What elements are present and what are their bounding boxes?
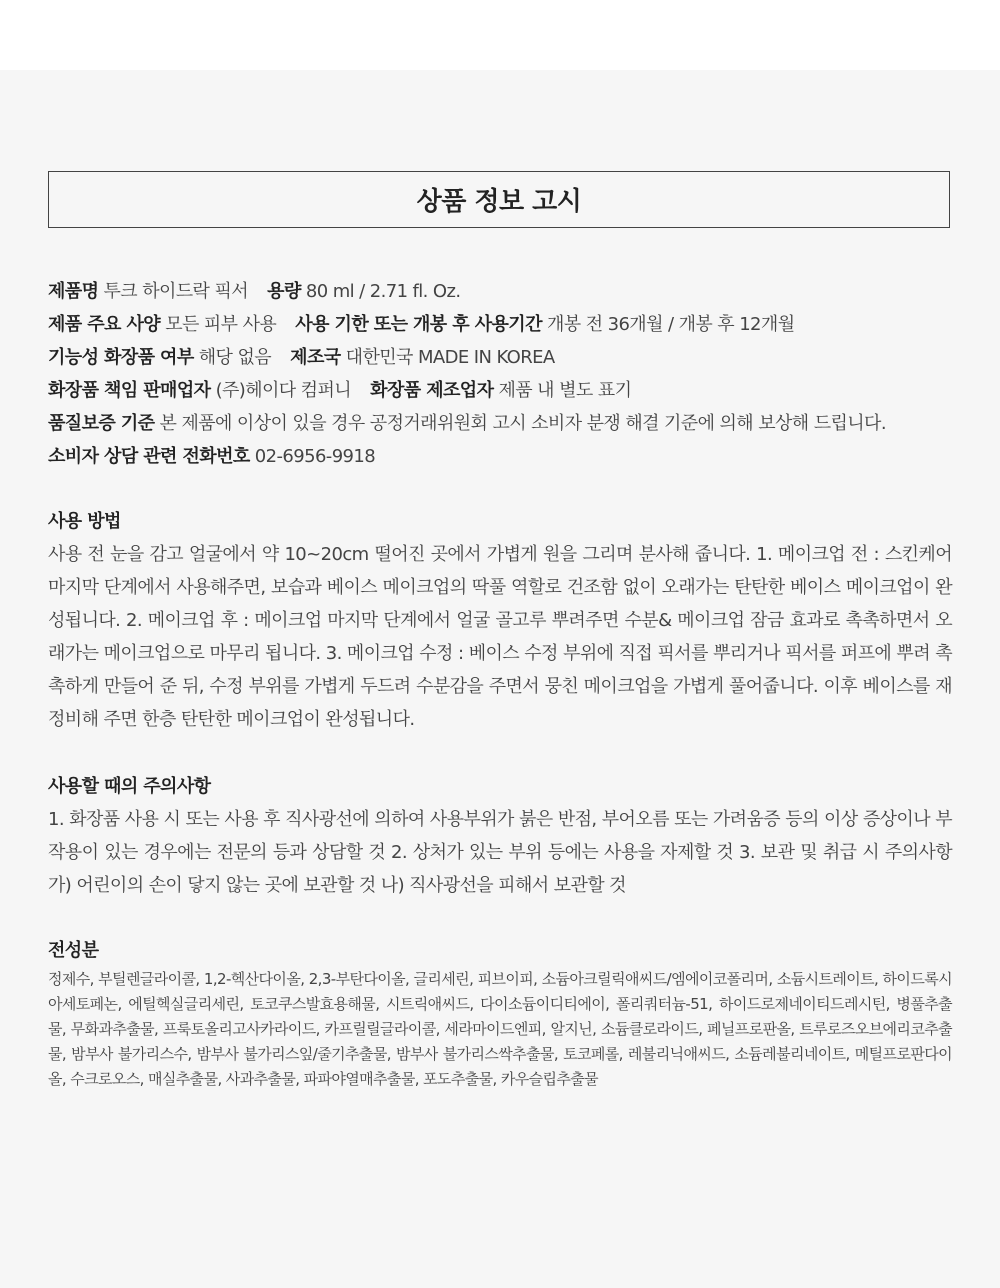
info-line-6 — [48, 440, 952, 473]
product-name-label: 제품명 — [48, 281, 99, 302]
info-line-3 — [48, 341, 952, 374]
expiry-value: 개봉 전 36개월 / 개봉 후 12개월 — [547, 314, 795, 335]
seller-label: 화장품 책임 판매업자 — [48, 380, 211, 401]
info-line-4 — [48, 374, 952, 407]
ingredients-text: 정제수, 부틸렌글라이콜, 1,2-헥산다이올, 2,3-부탄다이올, 글리세린, 피브이피, 소듐아크릴릭애씨드/엠에이코폴리머, 소듐시트레이트, 하이드록시아세토페논, 에틸헥실글리세린, 토코쿠스발효용해물, 시트릭애씨드, 다이소듐이디티에이, 폴리쿼터늄-51, 하이드로제네이티드레시틴, 병풀추출물, 무화과추출물, 프룩토올리고사카라이드, 카프릴릴글라이콜, 세라마이드엔피, 알지닌, 소듐클로라이드, 페닐프로판올, 트루로즈오브에리코추출물, 밤부사 불가리스수, 밤부사 불가리스잎/줄기추출물, 밤부사 불가리스싹추출물, 토코페롤, 레불리닉애씨드, 소듐레불리네이트, 메틸프로판다이올, 수크로오스, 매실추출물, 사과추출물, 파파야열매추출물, 포도추출물, 카우슬립추출물 — [48, 970, 952, 1088]
product-info-table — [48, 275, 952, 473]
info-line-2 — [48, 308, 952, 341]
functional-value: 해당 없음 — [198, 347, 272, 368]
functional-label: 기능성 화장품 여부 — [48, 347, 194, 368]
origin-value: 대한민국 MADE IN KOREA — [345, 347, 555, 368]
product-name-value: 투크 하이드락 픽서 — [103, 281, 249, 302]
ingredients-section — [48, 934, 952, 1092]
volume-label: 용량 — [267, 281, 301, 302]
caution-heading: 사용할 때의 주의사항 — [48, 776, 211, 797]
info-line-1 — [48, 275, 952, 308]
caution-text: 1. 화장품 사용 시 또는 사용 후 직사광선에 의하여 사용부위가 붉은 반점, 부어오름 또는 가려움증 등의 이상 증상이나 부작용이 있는 경우에는 전문의 등과 상담할 것 2. 상처가 있는 부위 등에는 사용을 자제할 것 3. 보관 및 취급 시 주의사항 가) 어린이의 손이 닿지 않는 곳에 보관할 것 나) 직사광선을 피해서 보관할 것 — [48, 809, 952, 896]
usage-heading: 사용 방법 — [48, 511, 121, 532]
spec-value: 모든 피부 사용 — [165, 314, 277, 335]
phone-label: 소비자 상담 관련 전화번호 — [48, 446, 250, 467]
expiry-label: 사용 기한 또는 개봉 후 사용기간 — [295, 314, 542, 335]
spec-label: 제품 주요 사양 — [48, 314, 161, 335]
ingredients-heading: 전성분 — [48, 940, 99, 961]
seller-value: (주)헤이다 컴퍼니 — [215, 380, 352, 401]
origin-label: 제조국 — [290, 347, 341, 368]
volume-value: 80 ml / 2.71 fl. Oz. — [305, 281, 461, 302]
maker-label: 화장품 제조업자 — [370, 380, 494, 401]
maker-value: 제품 내 별도 표기 — [498, 380, 632, 401]
info-line-5 — [48, 407, 952, 440]
warranty-label: 품질보증 기준 — [48, 413, 155, 434]
usage-section — [48, 505, 952, 736]
page-title: 상품 정보 고시 — [416, 187, 582, 217]
warranty-value: 본 제품에 이상이 있을 경우 공정거래위원회 고시 소비자 분쟁 해결 기준에 의해 보상해 드립니다. — [159, 413, 886, 434]
product-info-notice — [0, 70, 1000, 1288]
top-bar — [0, 0, 1000, 70]
phone-value: 02-6956-9918 — [254, 446, 376, 467]
caution-section — [48, 770, 952, 902]
title-box — [48, 171, 950, 228]
usage-text: 사용 전 눈을 감고 얼굴에서 약 10~20cm 떨어진 곳에서 가볍게 원을 그리며 분사해 줍니다. 1. 메이크업 전 : 스킨케어 마지막 단계에서 사용해주면, 보습과 베이스 메이크업의 딱풀 역할로 건조함 없이 오래가는 탄탄한 베이스 메이크업이 완성됩니다. 2. 메이크업 후 : 메이크업 마지막 단계에서 얼굴 골고루 뿌려주면 수분& 메이크업 잠금 효과로 촉촉하면서 오래가는 메이크업으로 마무리 됩니다. 3. 메이크업 수정 : 베이스 수정 부위에 직접 픽서를 뿌리거나 픽서를 퍼프에 뿌려 촉촉하게 만들어 준 뒤, 수정 부위를 가볍게 두드려 수분감을 주면서 뭉친 메이크업을 가볍게 풀어줍니다. 이후 베이스를 재정비해 주면 한층 탄탄한 메이크업이 완성됩니다. — [48, 544, 952, 730]
